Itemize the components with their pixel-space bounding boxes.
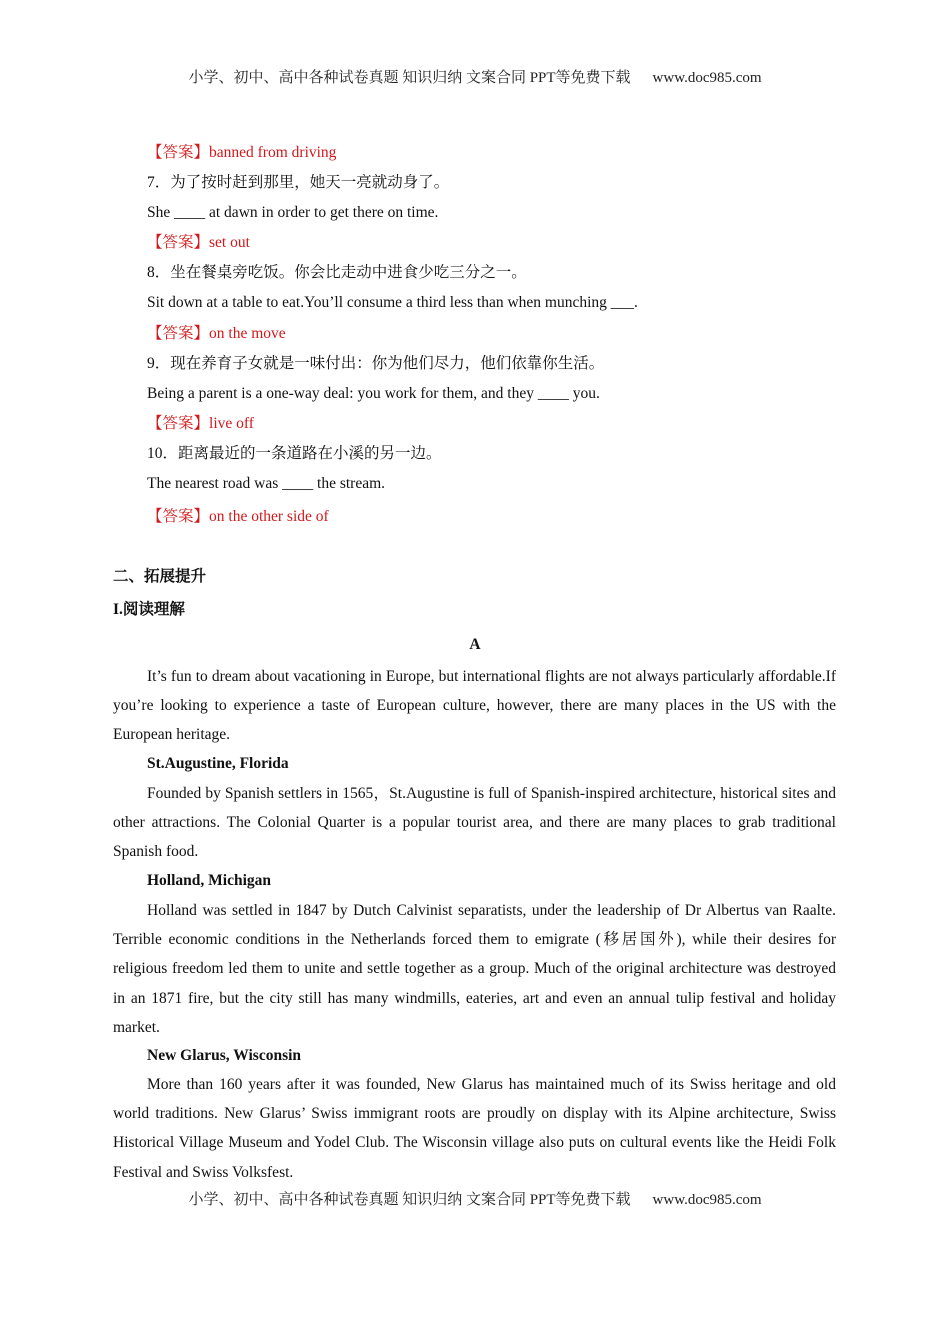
answer-tag: 【答案】	[147, 325, 210, 342]
answer-line	[147, 507, 329, 527]
answer-text: banned from driving	[209, 144, 337, 161]
section-subtitle: I.阅读理解	[113, 601, 185, 618]
answer-tag: 【答案】	[147, 144, 210, 161]
answer-line	[147, 233, 250, 253]
question-cn: 8．坐在餐桌旁吃饭。你会比走动中进食少吃三分之一。	[147, 264, 527, 281]
answer-tag: 【答案】	[147, 234, 210, 251]
header-text: 小学、初中、高中各种试卷真题 知识归纳 文案合同 PPT等免费下载	[188, 70, 631, 86]
question-cn: 10．距离最近的一条道路在小溪的另一边。	[147, 445, 442, 462]
place-text: More than 160 years after it was founded, New Glarus has maintained much of its Swiss heritage and old world traditions. New Glarus’ Swiss immigrant roots are proudly on display with its Alpine architecture, Swiss Historical Village Museum and Yodel Club. The Wisconsin village also puts on cultural events like the Heidi Folk Festival and Swiss Volksfest.	[113, 1076, 836, 1181]
place-heading: Holland, Michigan	[147, 872, 272, 889]
answer-line	[147, 414, 254, 434]
question-cn: 9．现在养育子女就是一味付出：你为他们尽力，他们依靠你生活。	[147, 355, 605, 372]
answer-text: set out	[209, 234, 250, 251]
page-footer	[0, 1190, 950, 1210]
answer-text: on the other side of	[209, 508, 329, 525]
page-header	[0, 68, 950, 88]
answer-line	[147, 324, 286, 344]
question-en: The nearest road was ____ the stream.	[147, 475, 386, 492]
answer-tag: 【答案】	[147, 415, 210, 432]
question-en: She ____ at dawn in order to get there on time.	[147, 204, 439, 221]
place-text: Holland was settled in 1847 by Dutch Calvinist separatists, under the leadership of Dr Albertus van Raalte. Terrible economic conditions in the Netherlands forced them to emigrate (移居国外), while their desires for religious freedom led them to unite and settle together as a group. Much of the original architecture was destroyed in an 1871 fire, but the city still has many windmills, eateries, art and even an annual tulip festival and holiday market.	[113, 902, 836, 1036]
header-url: www.doc985.com	[652, 70, 762, 86]
footer-url: www.doc985.com	[652, 1192, 762, 1208]
place-heading: St.Augustine, Florida	[147, 755, 289, 772]
question-en: Being a parent is a one-way deal: you work for them, and they ____ you.	[147, 385, 600, 402]
answer-text: live off	[209, 415, 254, 432]
answer-line	[147, 143, 336, 163]
passage-intro: It’s fun to dream about vacationing in Europe, but international flights are not always particularly affordable.If you’re looking to experience a taste of European culture, however, there are many places in the US with the European heritage.	[113, 668, 836, 744]
question-cn: 7．为了按时赶到那里，她天一亮就动身了。	[147, 174, 450, 191]
footer-text: 小学、初中、高中各种试卷真题 知识归纳 文案合同 PPT等免费下载	[188, 1192, 631, 1208]
section-title: 二、拓展提升	[113, 568, 207, 585]
place-text: Founded by Spanish settlers in 1565，St.Augustine is full of Spanish-inspired architecture, historical sites and other attractions. The Colonial Quarter is a popular tourist area, and there are many places to grab traditional Spanish food.	[113, 785, 836, 861]
answer-tag: 【答案】	[147, 508, 210, 525]
question-en: Sit down at a table to eat.You’ll consume a third less than when munching ___.	[147, 294, 638, 311]
passage-label: A	[469, 636, 481, 653]
answer-text: on the move	[209, 325, 286, 342]
place-heading: New Glarus, Wisconsin	[147, 1047, 302, 1064]
